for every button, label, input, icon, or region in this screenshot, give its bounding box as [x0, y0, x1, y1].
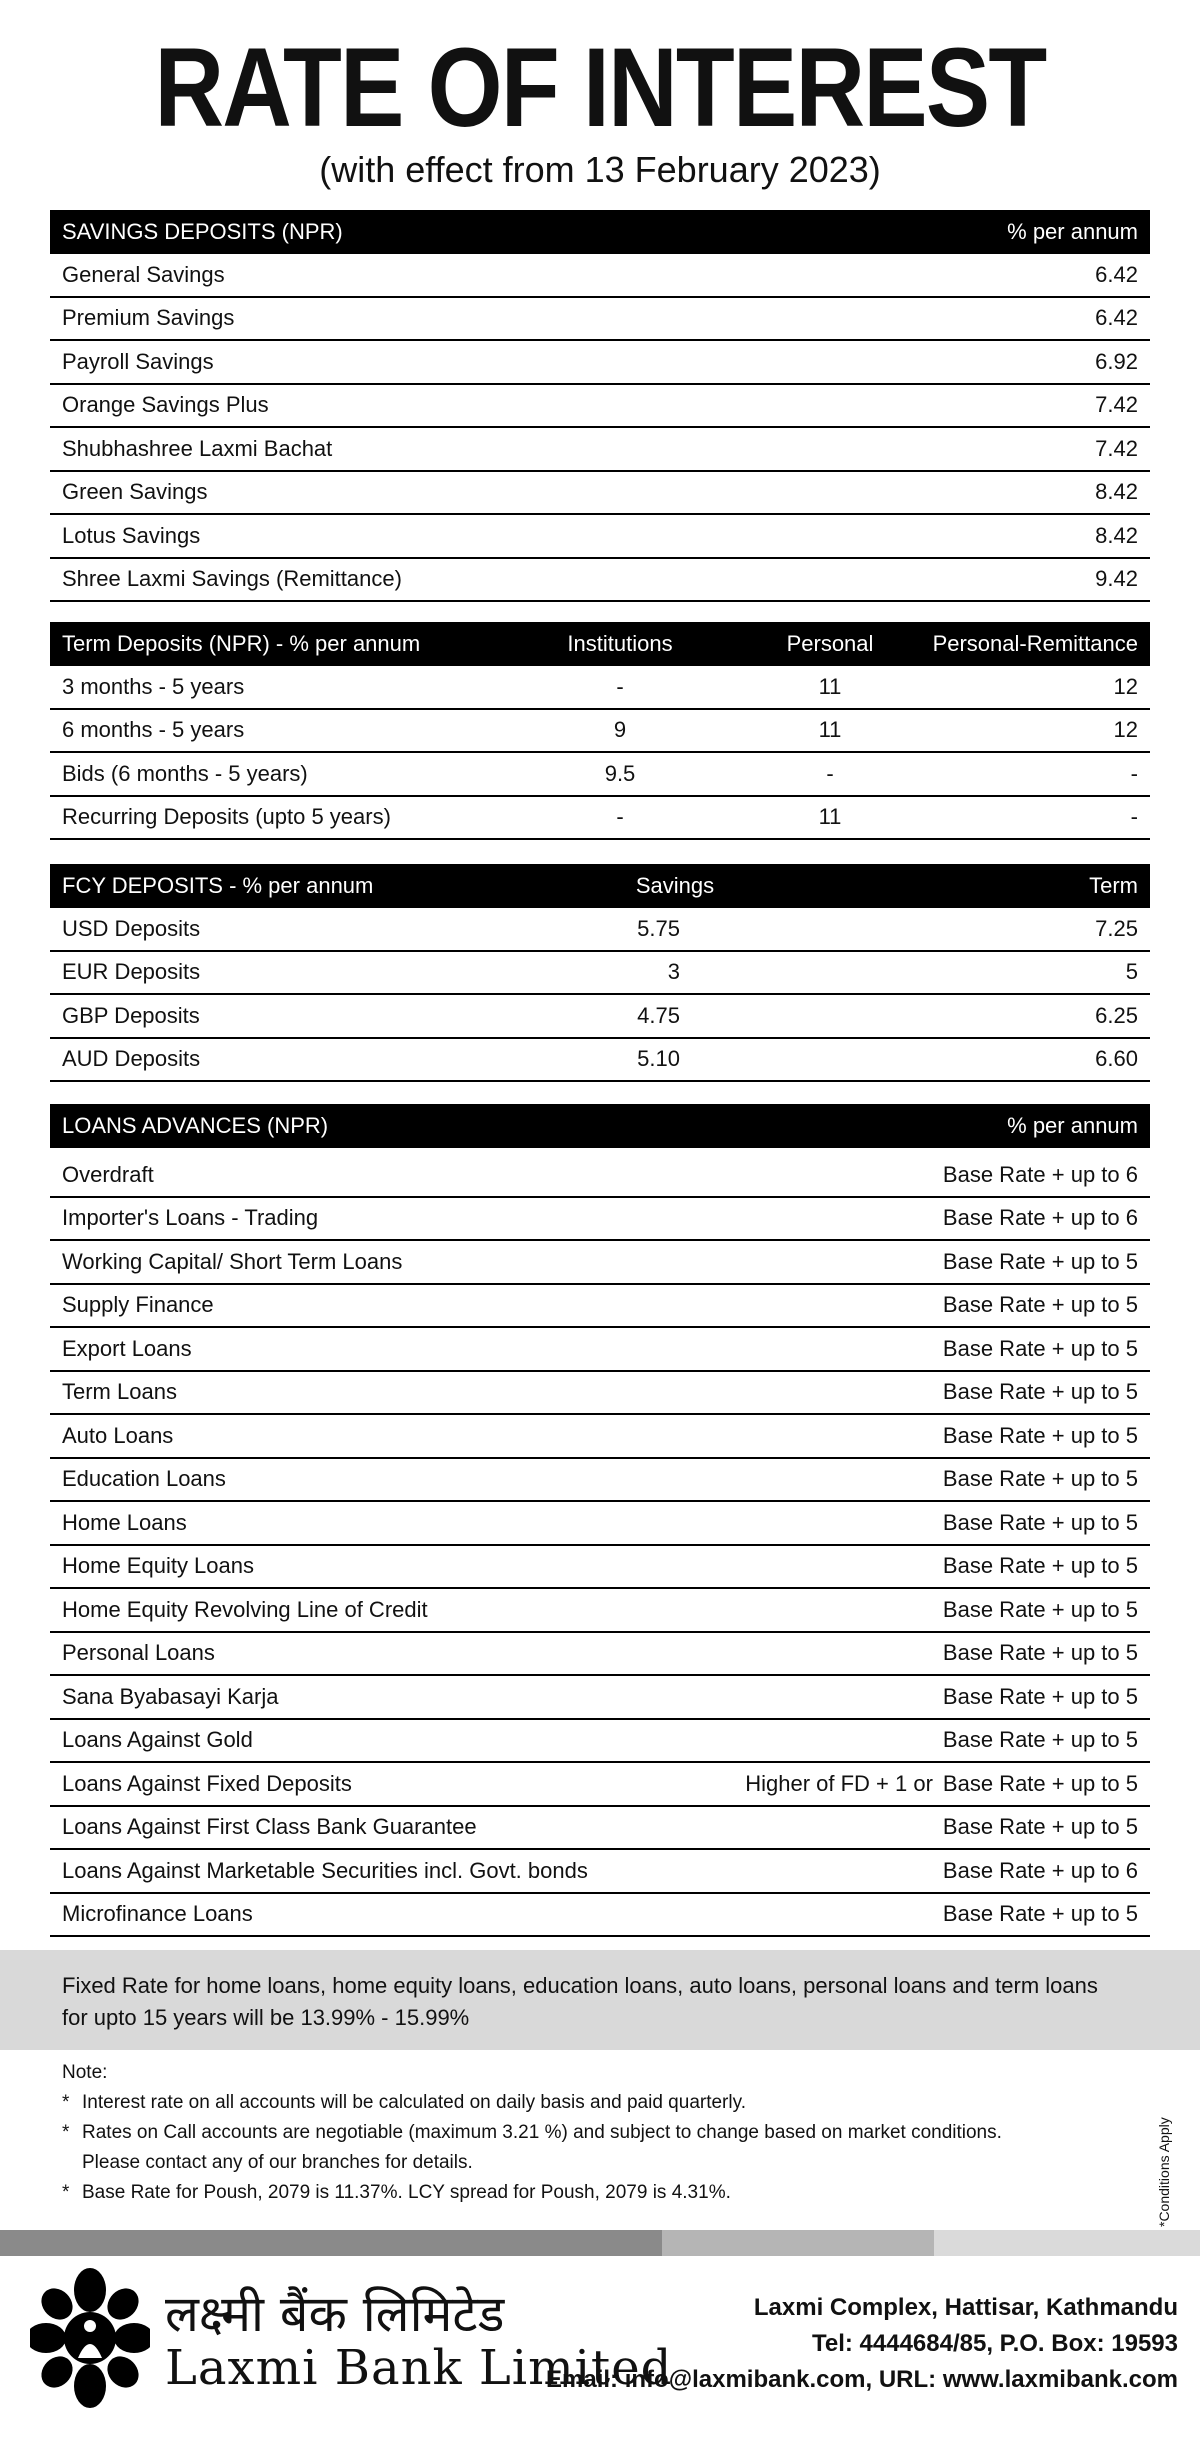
savings-value: 5.10 — [637, 1046, 680, 1072]
row-label: Importer's Loans - Trading — [62, 1205, 319, 1231]
table-row — [50, 1459, 1150, 1503]
fcy-col-savings: Savings — [635, 873, 715, 898]
loans-header — [50, 1104, 1150, 1148]
row-label: Supply Finance — [62, 1292, 214, 1318]
table-row — [50, 472, 1150, 516]
row-value: Base Rate + up to 5 — [942, 1727, 1138, 1753]
divider-bar — [662, 2230, 934, 2256]
loans-header-unit: % per annum — [1007, 1113, 1138, 1138]
table-row — [50, 1546, 1150, 1590]
contact-info — [546, 2290, 1178, 2398]
table-row — [50, 710, 1150, 754]
table-row — [50, 1328, 1150, 1372]
phone: Tel: 4444684/85, P.O. Box: 19593 — [811, 2330, 1178, 2357]
table-row — [50, 797, 1150, 841]
savings-header — [50, 210, 1150, 254]
row-value: Base Rate + up to 6 — [942, 1205, 1138, 1231]
term-value: 7.25 — [1095, 915, 1138, 941]
loans-table — [50, 1104, 1150, 1937]
fcy-header-label: FCY DEPOSITS - % per annum — [62, 873, 374, 898]
institutions-value: - — [616, 673, 624, 699]
row-label: Home Equity Revolving Line of Credit — [62, 1596, 428, 1622]
savings-table — [50, 210, 1150, 602]
table-row — [50, 1154, 1150, 1198]
table-row — [50, 1720, 1150, 1764]
institutions-value: - — [616, 804, 624, 830]
table-row — [50, 559, 1150, 603]
term-col-remittance: Personal-Remittance — [932, 631, 1138, 656]
row-label: Home Equity Loans — [62, 1553, 254, 1579]
table-row — [50, 1763, 1150, 1807]
table-row — [50, 341, 1150, 385]
table-row — [50, 995, 1150, 1039]
row-label: USD Deposits — [62, 915, 201, 941]
page-subtitle: (with effect from 13 February 2023) — [319, 149, 881, 190]
table-row — [50, 1241, 1150, 1285]
fixed-rate-line2: for upto 15 years will be 13.99% - 15.99% — [62, 2005, 470, 2030]
row-label: Working Capital/ Short Term Loans — [62, 1248, 403, 1274]
table-row — [50, 385, 1150, 429]
note-item: * Interest rate on all accounts will be calculated on daily basis and paid quarterly. — [62, 2092, 746, 2113]
address: Laxmi Complex, Hattisar, Kathmandu — [753, 2294, 1178, 2321]
brand-name-nepali: लक्ष्मी बैंक लिमिटेड — [165, 2285, 505, 2343]
row-label: Auto Loans — [62, 1422, 174, 1448]
table-row — [50, 428, 1150, 472]
row-value: Base Rate + up to 6 — [942, 1161, 1138, 1187]
row-value: Base Rate + up to 5 — [942, 1509, 1138, 1535]
email-url: Email: info@laxmibank.com, URL: www.laxmibank.com — [546, 2366, 1178, 2393]
row-label: 3 months - 5 years — [62, 673, 245, 699]
row-label: Loans Against Gold — [62, 1727, 253, 1753]
remittance-value: - — [1130, 760, 1138, 786]
row-value: Base Rate + up to 5 — [942, 1466, 1138, 1492]
page-title: RATE OF INTEREST — [154, 25, 1046, 150]
table-row — [50, 1850, 1150, 1894]
personal-value: 11 — [818, 717, 842, 743]
row-label: Personal Loans — [62, 1640, 215, 1666]
divider-bar — [0, 2230, 662, 2256]
row-label: Loans Against Marketable Securities incl. Govt. bonds — [62, 1857, 588, 1883]
notes-heading: Note: — [62, 2062, 108, 2083]
brand-name-english: Laxmi Bank Limited — [165, 2340, 673, 2396]
table-row — [50, 1039, 1150, 1083]
row-value: Base Rate + up to 5 — [942, 1292, 1138, 1318]
term-value: 6.25 — [1095, 1002, 1138, 1028]
fixed-rate-band — [0, 1950, 1200, 2050]
row-label: Bids (6 months - 5 years) — [62, 760, 308, 786]
term-value: 6.60 — [1095, 1046, 1138, 1072]
notes — [62, 2058, 1122, 2208]
row-label: General Savings — [62, 261, 225, 287]
row-label: Lotus Savings — [62, 522, 201, 548]
table-row — [50, 254, 1150, 298]
row-value: 9.42 — [1095, 566, 1138, 592]
row-label: Recurring Deposits (upto 5 years) — [62, 804, 391, 830]
row-label: GBP Deposits — [62, 1002, 200, 1028]
row-value: Base Rate + up to 5 — [942, 1901, 1138, 1927]
institutions-value: 9.5 — [604, 760, 636, 786]
row-value: Base Rate + up to 5 — [942, 1379, 1138, 1405]
row-label: Term Loans — [62, 1379, 177, 1405]
row-value: 8.42 — [1095, 522, 1138, 548]
term-value: 5 — [1125, 959, 1138, 985]
row-label: Shree Laxmi Savings (Remittance) — [62, 566, 402, 592]
savings-value: 3 — [667, 959, 680, 985]
table-row — [50, 515, 1150, 559]
savings-value: 5.75 — [637, 915, 680, 941]
row-value: Base Rate + up to 5 — [942, 1814, 1138, 1840]
table-row — [50, 1198, 1150, 1242]
table-row — [50, 1894, 1150, 1938]
row-label: Overdraft — [62, 1161, 154, 1187]
row-label: Education Loans — [62, 1466, 226, 1492]
remittance-value: 12 — [1113, 717, 1138, 743]
term-header — [50, 622, 1150, 666]
row-value: Base Rate + up to 6 — [942, 1857, 1138, 1883]
fcy-col-term: Term — [1089, 873, 1138, 898]
row-value: Base Rate + up to 5 — [942, 1640, 1138, 1666]
institutions-value: 9 — [613, 717, 627, 743]
row-value: Base Rate + up to 5 — [942, 1248, 1138, 1274]
row-label: Microfinance Loans — [62, 1901, 253, 1927]
savings-value: 4.75 — [637, 1002, 680, 1028]
table-row — [50, 1285, 1150, 1329]
term-col-institutions: Institutions — [567, 631, 673, 656]
row-label: Payroll Savings — [62, 348, 214, 374]
remittance-value: - — [1130, 804, 1138, 830]
row-label: 6 months - 5 years — [62, 717, 245, 743]
note-item: * Rates on Call accounts are negotiable (maximum 3.21 %) and subject to change based on market conditions. Please contact any of our branches for details. — [62, 2122, 1002, 2173]
row-label: Shubhashree Laxmi Bachat — [62, 435, 333, 461]
row-value: Base Rate + up to 5 — [942, 1422, 1138, 1448]
row-label: Loans Against Fixed Deposits — [62, 1770, 352, 1796]
row-value: 7.42 — [1095, 435, 1138, 461]
row-label: Green Savings — [62, 479, 208, 505]
conditions-apply: *Conditions Apply — [1156, 2117, 1172, 2227]
savings-header-label: SAVINGS DEPOSITS (NPR) — [62, 219, 343, 244]
table-row — [50, 1502, 1150, 1546]
personal-value: 11 — [818, 804, 842, 830]
row-label: Orange Savings Plus — [62, 392, 269, 418]
row-label: Premium Savings — [62, 305, 235, 331]
table-row — [50, 1807, 1150, 1851]
table-row — [50, 1589, 1150, 1633]
row-value: 7.42 — [1095, 392, 1138, 418]
row-prefix: Higher of FD + 1 or — [745, 1770, 933, 1796]
row-label: Sana Byabasayi Karja — [62, 1683, 279, 1709]
table-row — [50, 1372, 1150, 1416]
row-value: Base Rate + up to 5 — [942, 1596, 1138, 1622]
table-row — [50, 298, 1150, 342]
row-value: Base Rate + up to 5 — [942, 1553, 1138, 1579]
fixed-rate-line1: Fixed Rate for home loans, home equity loans, education loans, auto loans, personal loans and term loans — [62, 1973, 1098, 1998]
lotus-logo-icon — [30, 2268, 150, 2408]
row-label: AUD Deposits — [62, 1046, 201, 1072]
table-row — [50, 1415, 1150, 1459]
row-value: Base Rate + up to 5 — [942, 1770, 1138, 1796]
table-row — [50, 908, 1150, 952]
row-value: Base Rate + up to 5 — [942, 1683, 1138, 1709]
personal-value: 11 — [818, 673, 842, 699]
term-table — [50, 622, 1150, 840]
table-row — [50, 753, 1150, 797]
row-label: EUR Deposits — [62, 959, 201, 985]
table-row — [50, 1633, 1150, 1677]
table-row — [50, 1676, 1150, 1720]
fcy-table — [50, 864, 1150, 1082]
remittance-value: 12 — [1113, 673, 1138, 699]
row-label: Home Loans — [62, 1509, 187, 1535]
personal-value: - — [826, 760, 834, 786]
row-value: Base Rate + up to 5 — [942, 1335, 1138, 1361]
term-header-label: Term Deposits (NPR) - % per annum — [62, 631, 421, 656]
row-value: 6.42 — [1095, 261, 1138, 287]
row-value: 6.92 — [1095, 348, 1138, 374]
table-row — [50, 666, 1150, 710]
row-value: 8.42 — [1095, 479, 1138, 505]
fcy-header — [50, 864, 1150, 908]
savings-header-unit: % per annum — [1007, 219, 1138, 244]
divider-bar — [934, 2230, 1200, 2256]
row-value: 6.42 — [1095, 305, 1138, 331]
loans-header-label: LOANS ADVANCES (NPR) — [62, 1113, 329, 1138]
table-row — [50, 952, 1150, 996]
row-label: Loans Against First Class Bank Guarantee — [62, 1814, 477, 1840]
note-item: * Base Rate for Poush, 2079 is 11.37%. LCY spread for Poush, 2079 is 4.31%. — [62, 2182, 731, 2203]
term-col-personal: Personal — [786, 631, 874, 656]
row-label: Export Loans — [62, 1335, 192, 1361]
